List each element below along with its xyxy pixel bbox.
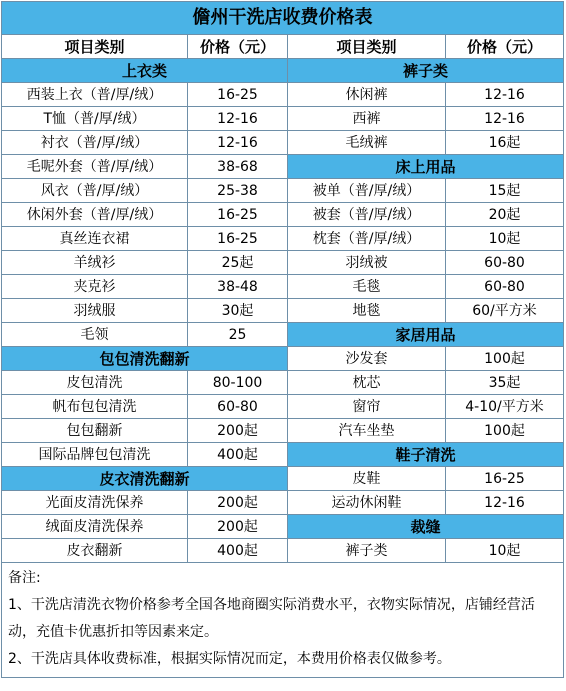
item-price: 16-25 bbox=[188, 83, 288, 107]
item-price: 12-16 bbox=[446, 107, 564, 131]
table-row bbox=[2, 155, 564, 179]
header-price-left: 价格（元） bbox=[188, 35, 288, 59]
table-row bbox=[2, 539, 564, 563]
item-price: 60-80 bbox=[446, 275, 564, 299]
table-row bbox=[2, 227, 564, 251]
table-title: 儋州干洗店收费价格表 bbox=[2, 2, 564, 35]
table-row bbox=[2, 371, 564, 395]
item-name: 国际品牌包包清洗 bbox=[2, 443, 188, 467]
item-price: 60-80 bbox=[446, 251, 564, 275]
item-price: 25-38 bbox=[188, 179, 288, 203]
table-row bbox=[2, 443, 564, 467]
section-header: 上衣类 bbox=[2, 59, 288, 83]
table-row bbox=[2, 59, 564, 83]
item-name: 被单（普/厚/绒） bbox=[288, 179, 446, 203]
item-name: 包包翻新 bbox=[2, 419, 188, 443]
item-name: 休闲外套（普/厚/绒） bbox=[2, 203, 188, 227]
item-name: 羽绒服 bbox=[2, 299, 188, 323]
item-price: 80-100 bbox=[188, 371, 288, 395]
item-price: 16-25 bbox=[446, 467, 564, 491]
table-row bbox=[2, 323, 564, 347]
item-name: 皮鞋 bbox=[288, 467, 446, 491]
table-row bbox=[2, 275, 564, 299]
item-price: 100起 bbox=[446, 419, 564, 443]
table-row bbox=[2, 299, 564, 323]
item-name: 风衣（普/厚/绒） bbox=[2, 179, 188, 203]
note-line-1: 1、干洗店清洗衣物价格参考全国各地商圈实际消费水平，衣物实际情况，店铺经营活动，充值卡优惠折扣等因素来定。 bbox=[8, 597, 535, 640]
item-price: 20起 bbox=[446, 203, 564, 227]
section-header: 皮衣清洗翻新 bbox=[2, 467, 288, 491]
item-name: 地毯 bbox=[288, 299, 446, 323]
section-header: 床上用品 bbox=[288, 155, 564, 179]
item-name: 衬衣（普/厚/绒） bbox=[2, 131, 188, 155]
table-row bbox=[2, 179, 564, 203]
table-row bbox=[2, 491, 564, 515]
header-item-right: 项目类别 bbox=[288, 35, 446, 59]
item-name: 运动休闲鞋 bbox=[288, 491, 446, 515]
table-row bbox=[2, 347, 564, 371]
table-row bbox=[2, 515, 564, 539]
note-line-2: 2、干洗店具体收费标准，根据实际情况而定，本费用价格表仅做参考。 bbox=[8, 651, 451, 667]
item-name: 枕芯 bbox=[288, 371, 446, 395]
item-price: 38-68 bbox=[188, 155, 288, 179]
item-price: 30起 bbox=[188, 299, 288, 323]
price-sheet bbox=[1, 1, 563, 678]
section-header: 裤子类 bbox=[288, 59, 564, 83]
item-price: 200起 bbox=[188, 419, 288, 443]
item-price: 10起 bbox=[446, 539, 564, 563]
item-name: 枕套（普/厚/绒） bbox=[288, 227, 446, 251]
item-price: 16-25 bbox=[188, 227, 288, 251]
item-name: 沙发套 bbox=[288, 347, 446, 371]
item-name: 汽车坐垫 bbox=[288, 419, 446, 443]
item-price: 35起 bbox=[446, 371, 564, 395]
item-name: 夹克衫 bbox=[2, 275, 188, 299]
table-row bbox=[2, 131, 564, 155]
price-table bbox=[1, 1, 564, 678]
item-price: 25起 bbox=[188, 251, 288, 275]
item-price: 16起 bbox=[446, 131, 564, 155]
item-price: 16-25 bbox=[188, 203, 288, 227]
notes-label: 备注: bbox=[8, 570, 41, 586]
section-header: 鞋子清洗 bbox=[288, 443, 564, 467]
item-name: T恤（普/厚/绒） bbox=[2, 107, 188, 131]
item-price: 25 bbox=[188, 323, 288, 347]
item-name: 毛呢外套（普/厚/绒） bbox=[2, 155, 188, 179]
item-price: 200起 bbox=[188, 491, 288, 515]
item-name: 毛绒裤 bbox=[288, 131, 446, 155]
item-name: 毛毯 bbox=[288, 275, 446, 299]
table-row bbox=[2, 107, 564, 131]
item-price: 400起 bbox=[188, 539, 288, 563]
section-header: 包包清洗翻新 bbox=[2, 347, 288, 371]
item-name: 裤子类 bbox=[288, 539, 446, 563]
item-name: 帆布包包清洗 bbox=[2, 395, 188, 419]
item-name: 绒面皮清洗保养 bbox=[2, 515, 188, 539]
section-header: 家居用品 bbox=[288, 323, 564, 347]
table-row bbox=[2, 467, 564, 491]
header-price-right: 价格（元） bbox=[446, 35, 564, 59]
item-price: 400起 bbox=[188, 443, 288, 467]
item-price: 10起 bbox=[446, 227, 564, 251]
item-name: 被套（普/厚/绒） bbox=[288, 203, 446, 227]
item-price: 12-16 bbox=[446, 83, 564, 107]
item-name: 窗帘 bbox=[288, 395, 446, 419]
item-price: 12-16 bbox=[188, 107, 288, 131]
item-price: 200起 bbox=[188, 515, 288, 539]
header-item-left: 项目类别 bbox=[2, 35, 188, 59]
item-name: 西装上衣（普/厚/绒） bbox=[2, 83, 188, 107]
table-row bbox=[2, 203, 564, 227]
item-name: 皮包清洗 bbox=[2, 371, 188, 395]
item-name: 西裤 bbox=[288, 107, 446, 131]
section-header: 裁缝 bbox=[288, 515, 564, 539]
item-name: 休闲裤 bbox=[288, 83, 446, 107]
item-name: 真丝连衣裙 bbox=[2, 227, 188, 251]
table-row bbox=[2, 395, 564, 419]
item-price: 60/平方米 bbox=[446, 299, 564, 323]
notes-cell bbox=[2, 563, 564, 678]
item-price: 12-16 bbox=[446, 491, 564, 515]
item-name: 光面皮清洗保养 bbox=[2, 491, 188, 515]
item-price: 15起 bbox=[446, 179, 564, 203]
item-price: 4-10/平方米 bbox=[446, 395, 564, 419]
item-name: 羊绒衫 bbox=[2, 251, 188, 275]
item-name: 皮衣翻新 bbox=[2, 539, 188, 563]
item-price: 38-48 bbox=[188, 275, 288, 299]
item-name: 毛领 bbox=[2, 323, 188, 347]
item-price: 12-16 bbox=[188, 131, 288, 155]
item-name: 羽绒被 bbox=[288, 251, 446, 275]
table-row bbox=[2, 419, 564, 443]
item-price: 100起 bbox=[446, 347, 564, 371]
item-price: 60-80 bbox=[188, 395, 288, 419]
table-row bbox=[2, 83, 564, 107]
table-row bbox=[2, 251, 564, 275]
